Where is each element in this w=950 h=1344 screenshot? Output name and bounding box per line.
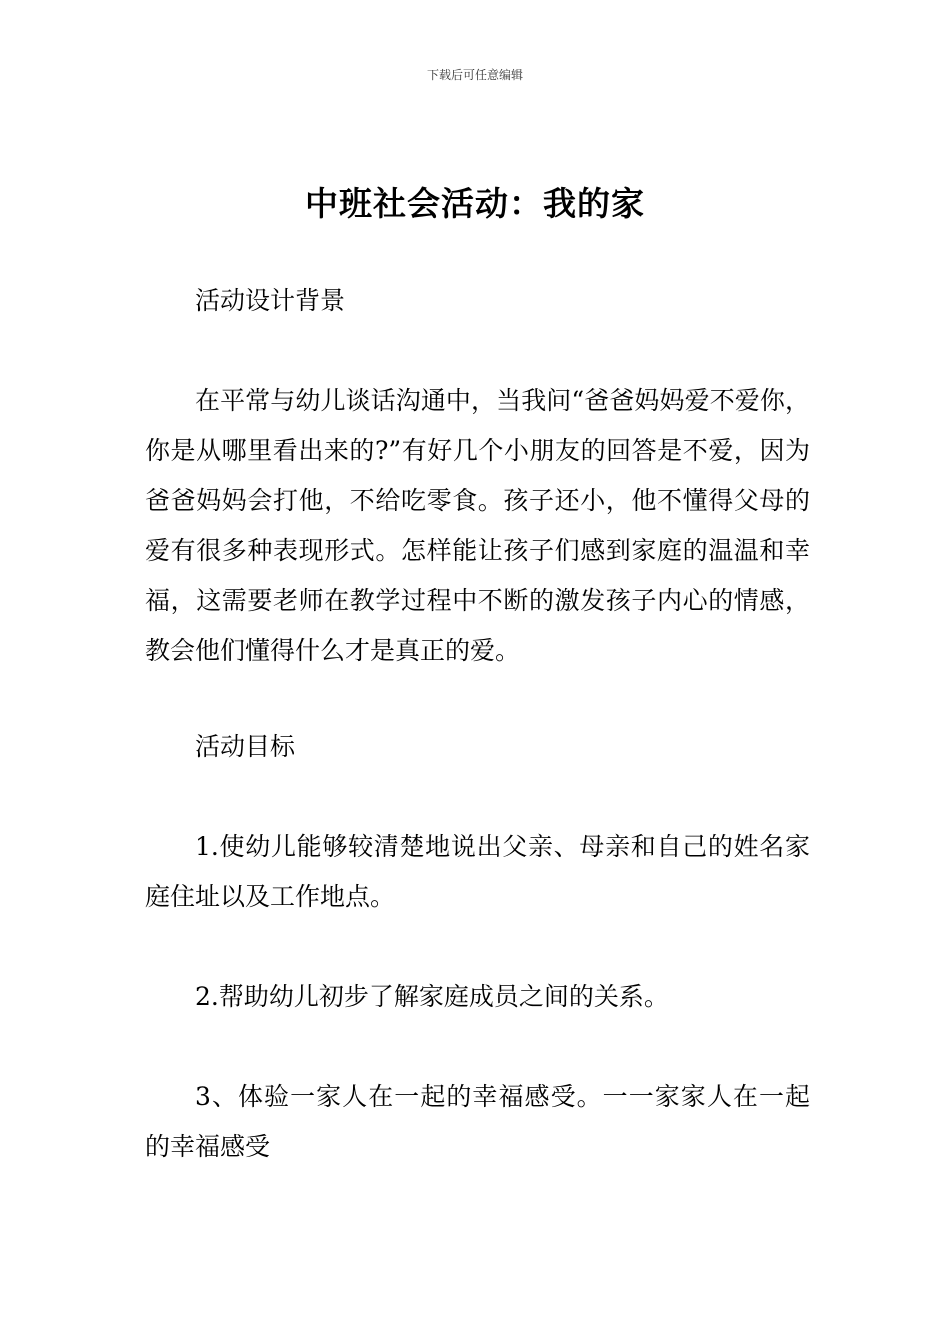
goal-item-3: 3、体验一家人在一起的幸福感受。一一家家人在一起的幸福感受 bbox=[145, 1082, 810, 1161]
section-heading-goals: 活动目标 bbox=[195, 732, 296, 761]
background-paragraph: 在平常与幼儿谈话沟通中，当我问“爸爸妈妈爱不爱你，你是从哪里看出来的?”有好几个小朋友的回答是不爱，因为爸爸妈妈会打他，不给吃零食。孩子还小，他不懂得父母的爱有很多种表现形式。怎样能让孩子们感到家庭的温温和幸福，这需要老师在教学过程中不断的激发孩子内心的情感，教会他们懂得什么才是真正的爱。 bbox=[145, 386, 810, 665]
section-heading-background: 活动设计背景 bbox=[195, 286, 346, 315]
document-title: 中班社会活动：我的家 bbox=[305, 184, 645, 223]
page-header-note: 下载后可任意编辑 bbox=[426, 68, 523, 82]
goal-item-2: 2.帮助幼儿初步了解家庭成员之间的关系。 bbox=[195, 982, 669, 1011]
goal-item-1: 1.使幼儿能够较清楚地说出父亲、母亲和自己的姓名家庭住址以及工作地点。 bbox=[145, 832, 810, 911]
